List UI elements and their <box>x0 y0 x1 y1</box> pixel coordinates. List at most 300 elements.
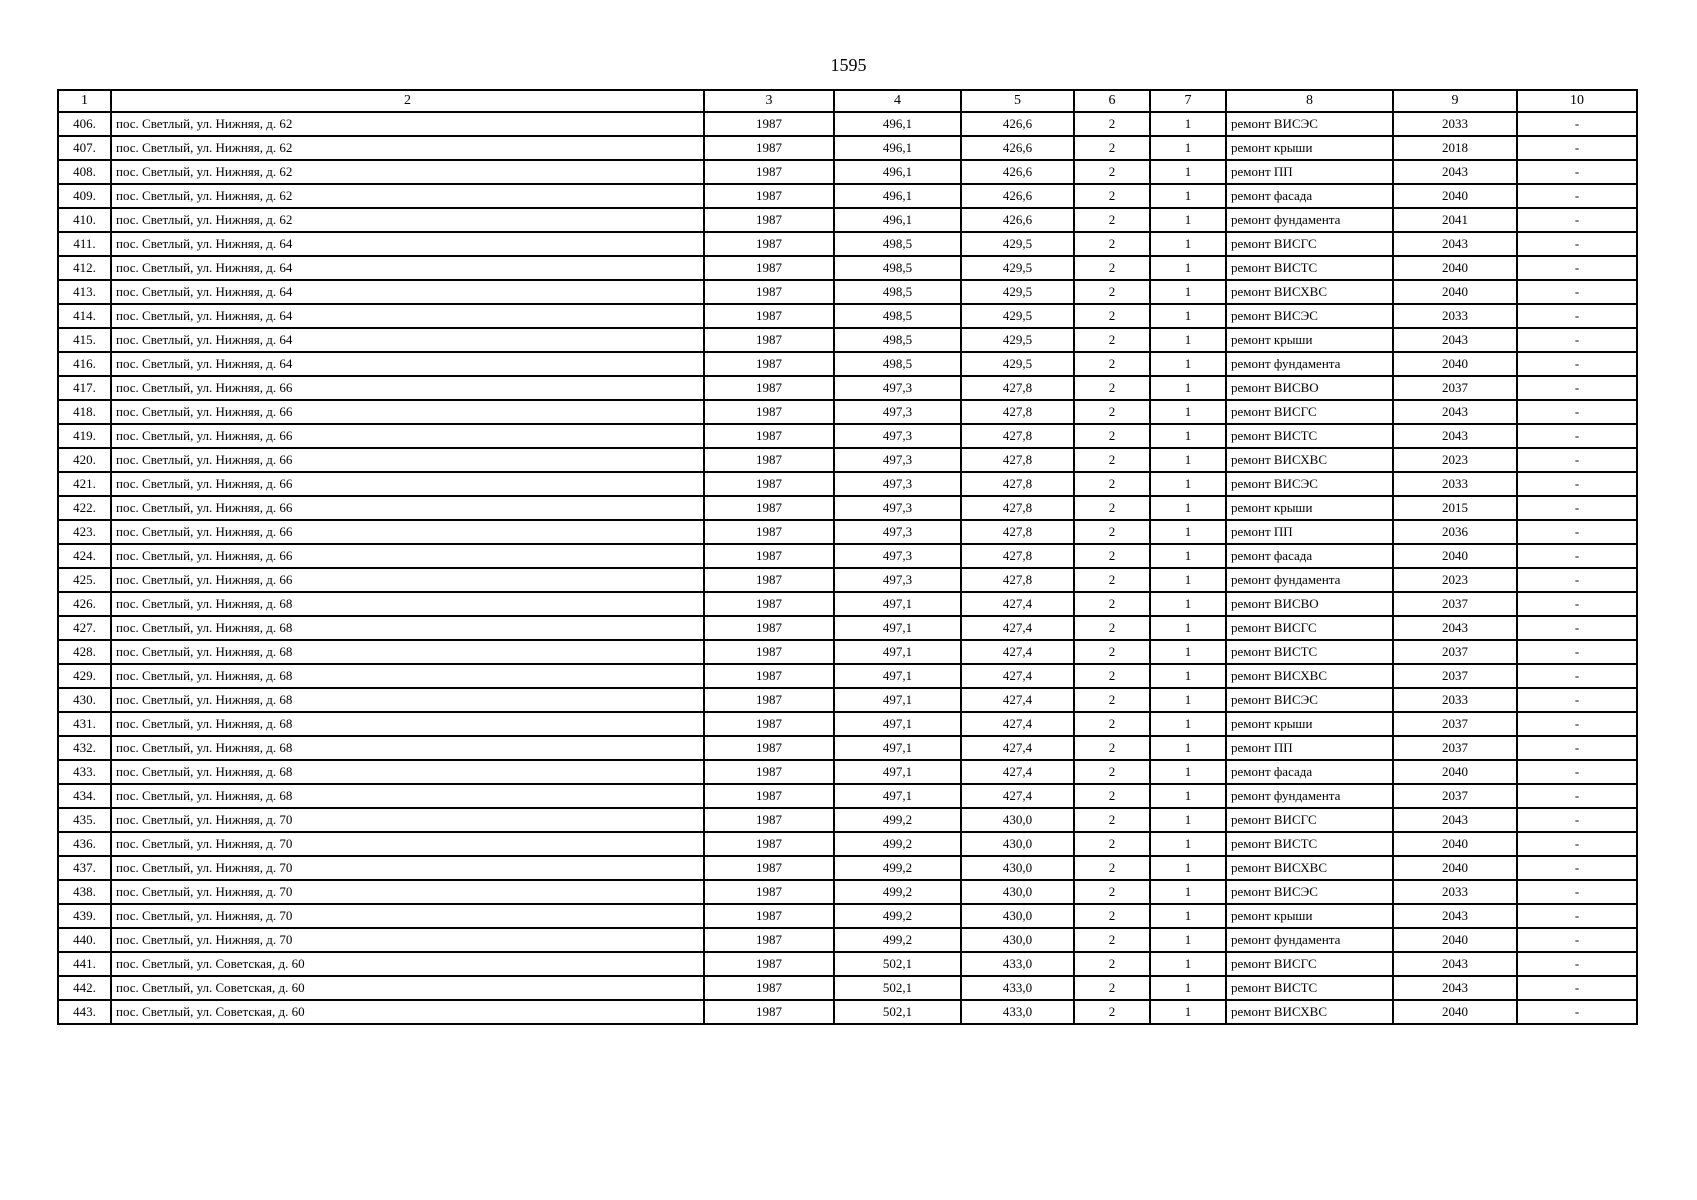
planned-year-cell: 2040 <box>1393 928 1517 952</box>
row-number-cell: 443. <box>58 1000 111 1024</box>
planned-year-cell: 2037 <box>1393 784 1517 808</box>
table-body <box>58 112 1637 1024</box>
work-type-cell: ремонт ВИСТС <box>1226 256 1393 280</box>
entrances-cell: 1 <box>1150 760 1226 784</box>
row-number-cell: 440. <box>58 928 111 952</box>
row-number-cell: 412. <box>58 256 111 280</box>
entrances-cell: 1 <box>1150 376 1226 400</box>
table-row <box>58 928 1637 952</box>
living-area-cell: 427,8 <box>961 400 1074 424</box>
note-cell: - <box>1517 448 1637 472</box>
note-cell: - <box>1517 544 1637 568</box>
planned-year-cell: 2033 <box>1393 472 1517 496</box>
total-area-cell: 497,3 <box>834 376 961 400</box>
work-type-cell: ремонт ВИСХВС <box>1226 1000 1393 1024</box>
planned-year-cell: 2040 <box>1393 184 1517 208</box>
address-cell: пос. Светлый, ул. Нижняя, д. 64 <box>111 256 704 280</box>
total-area-cell: 497,3 <box>834 472 961 496</box>
living-area-cell: 429,5 <box>961 280 1074 304</box>
column-header: 3 <box>704 90 834 112</box>
floors-cell: 2 <box>1074 808 1150 832</box>
row-number-cell: 409. <box>58 184 111 208</box>
entrances-cell: 1 <box>1150 400 1226 424</box>
entrances-cell: 1 <box>1150 112 1226 136</box>
planned-year-cell: 2040 <box>1393 832 1517 856</box>
floors-cell: 2 <box>1074 976 1150 1000</box>
floors-cell: 2 <box>1074 904 1150 928</box>
address-cell: пос. Светлый, ул. Нижняя, д. 66 <box>111 400 704 424</box>
floors-cell: 2 <box>1074 1000 1150 1024</box>
total-area-cell: 502,1 <box>834 1000 961 1024</box>
address-cell: пос. Светлый, ул. Нижняя, д. 68 <box>111 688 704 712</box>
year-cell: 1987 <box>704 760 834 784</box>
row-number-cell: 437. <box>58 856 111 880</box>
year-cell: 1987 <box>704 928 834 952</box>
work-type-cell: ремонт ПП <box>1226 736 1393 760</box>
work-type-cell: ремонт фундамента <box>1226 568 1393 592</box>
floors-cell: 2 <box>1074 520 1150 544</box>
note-cell: - <box>1517 856 1637 880</box>
work-type-cell: ремонт ВИСГС <box>1226 952 1393 976</box>
address-cell: пос. Светлый, ул. Нижняя, д. 66 <box>111 448 704 472</box>
planned-year-cell: 2033 <box>1393 304 1517 328</box>
floors-cell: 2 <box>1074 856 1150 880</box>
living-area-cell: 433,0 <box>961 1000 1074 1024</box>
work-type-cell: ремонт ПП <box>1226 160 1393 184</box>
note-cell: - <box>1517 664 1637 688</box>
total-area-cell: 496,1 <box>834 184 961 208</box>
floors-cell: 2 <box>1074 616 1150 640</box>
living-area-cell: 427,8 <box>961 376 1074 400</box>
total-area-cell: 497,3 <box>834 424 961 448</box>
entrances-cell: 1 <box>1150 496 1226 520</box>
note-cell: - <box>1517 616 1637 640</box>
floors-cell: 2 <box>1074 928 1150 952</box>
planned-year-cell: 2043 <box>1393 616 1517 640</box>
entrances-cell: 1 <box>1150 592 1226 616</box>
table-row <box>58 136 1637 160</box>
note-cell: - <box>1517 880 1637 904</box>
floors-cell: 2 <box>1074 400 1150 424</box>
year-cell: 1987 <box>704 544 834 568</box>
note-cell: - <box>1517 352 1637 376</box>
row-number-cell: 422. <box>58 496 111 520</box>
living-area-cell: 433,0 <box>961 952 1074 976</box>
column-header: 10 <box>1517 90 1637 112</box>
row-number-cell: 406. <box>58 112 111 136</box>
floors-cell: 2 <box>1074 640 1150 664</box>
note-cell: - <box>1517 136 1637 160</box>
floors-cell: 2 <box>1074 688 1150 712</box>
table-row <box>58 952 1637 976</box>
year-cell: 1987 <box>704 568 834 592</box>
planned-year-cell: 2040 <box>1393 352 1517 376</box>
work-type-cell: ремонт фундамента <box>1226 208 1393 232</box>
year-cell: 1987 <box>704 496 834 520</box>
year-cell: 1987 <box>704 208 834 232</box>
living-area-cell: 429,5 <box>961 304 1074 328</box>
address-cell: пос. Светлый, ул. Нижняя, д. 66 <box>111 424 704 448</box>
living-area-cell: 426,6 <box>961 184 1074 208</box>
planned-year-cell: 2040 <box>1393 256 1517 280</box>
address-cell: пос. Светлый, ул. Нижняя, д. 62 <box>111 160 704 184</box>
planned-year-cell: 2040 <box>1393 1000 1517 1024</box>
row-number-cell: 441. <box>58 952 111 976</box>
table-row <box>58 112 1637 136</box>
entrances-cell: 1 <box>1150 208 1226 232</box>
planned-year-cell: 2043 <box>1393 952 1517 976</box>
row-number-cell: 424. <box>58 544 111 568</box>
note-cell: - <box>1517 160 1637 184</box>
floors-cell: 2 <box>1074 712 1150 736</box>
entrances-cell: 1 <box>1150 472 1226 496</box>
entrances-cell: 1 <box>1150 736 1226 760</box>
entrances-cell: 1 <box>1150 832 1226 856</box>
note-cell: - <box>1517 736 1637 760</box>
work-type-cell: ремонт фасада <box>1226 544 1393 568</box>
table-row <box>58 880 1637 904</box>
work-type-cell: ремонт крыши <box>1226 496 1393 520</box>
work-type-cell: ремонт фундамента <box>1226 352 1393 376</box>
column-header: 1 <box>58 90 111 112</box>
address-cell: пос. Светлый, ул. Нижняя, д. 70 <box>111 880 704 904</box>
living-area-cell: 427,4 <box>961 664 1074 688</box>
entrances-cell: 1 <box>1150 688 1226 712</box>
living-area-cell: 433,0 <box>961 976 1074 1000</box>
work-type-cell: ремонт ВИСТС <box>1226 832 1393 856</box>
year-cell: 1987 <box>704 160 834 184</box>
entrances-cell: 1 <box>1150 352 1226 376</box>
total-area-cell: 498,5 <box>834 256 961 280</box>
address-cell: пос. Светлый, ул. Нижняя, д. 64 <box>111 328 704 352</box>
planned-year-cell: 2040 <box>1393 280 1517 304</box>
year-cell: 1987 <box>704 688 834 712</box>
year-cell: 1987 <box>704 736 834 760</box>
living-area-cell: 427,8 <box>961 544 1074 568</box>
row-number-cell: 407. <box>58 136 111 160</box>
entrances-cell: 1 <box>1150 280 1226 304</box>
living-area-cell: 427,4 <box>961 784 1074 808</box>
floors-cell: 2 <box>1074 496 1150 520</box>
year-cell: 1987 <box>704 136 834 160</box>
total-area-cell: 502,1 <box>834 952 961 976</box>
year-cell: 1987 <box>704 640 834 664</box>
living-area-cell: 429,5 <box>961 328 1074 352</box>
work-type-cell: ремонт фундамента <box>1226 928 1393 952</box>
total-area-cell: 497,1 <box>834 640 961 664</box>
entrances-cell: 1 <box>1150 448 1226 472</box>
table-row <box>58 592 1637 616</box>
row-number-cell: 413. <box>58 280 111 304</box>
living-area-cell: 426,6 <box>961 136 1074 160</box>
note-cell: - <box>1517 424 1637 448</box>
living-area-cell: 427,8 <box>961 448 1074 472</box>
table-row <box>58 616 1637 640</box>
year-cell: 1987 <box>704 664 834 688</box>
planned-year-cell: 2041 <box>1393 208 1517 232</box>
total-area-cell: 502,1 <box>834 976 961 1000</box>
note-cell: - <box>1517 760 1637 784</box>
table-row <box>58 640 1637 664</box>
entrances-cell: 1 <box>1150 160 1226 184</box>
table-row <box>58 736 1637 760</box>
work-type-cell: ремонт ВИСВО <box>1226 592 1393 616</box>
year-cell: 1987 <box>704 784 834 808</box>
row-number-cell: 431. <box>58 712 111 736</box>
floors-cell: 2 <box>1074 160 1150 184</box>
year-cell: 1987 <box>704 112 834 136</box>
note-cell: - <box>1517 712 1637 736</box>
year-cell: 1987 <box>704 808 834 832</box>
work-type-cell: ремонт крыши <box>1226 136 1393 160</box>
entrances-cell: 1 <box>1150 664 1226 688</box>
year-cell: 1987 <box>704 376 834 400</box>
table-row <box>58 664 1637 688</box>
table-row <box>58 1000 1637 1024</box>
table-row <box>58 976 1637 1000</box>
living-area-cell: 429,5 <box>961 352 1074 376</box>
entrances-cell: 1 <box>1150 712 1226 736</box>
row-number-cell: 410. <box>58 208 111 232</box>
total-area-cell: 499,2 <box>834 904 961 928</box>
row-number-cell: 423. <box>58 520 111 544</box>
note-cell: - <box>1517 472 1637 496</box>
planned-year-cell: 2033 <box>1393 880 1517 904</box>
living-area-cell: 430,0 <box>961 808 1074 832</box>
note-cell: - <box>1517 520 1637 544</box>
address-cell: пос. Светлый, ул. Нижняя, д. 68 <box>111 664 704 688</box>
living-area-cell: 430,0 <box>961 904 1074 928</box>
address-cell: пос. Светлый, ул. Нижняя, д. 64 <box>111 232 704 256</box>
planned-year-cell: 2037 <box>1393 640 1517 664</box>
row-number-cell: 411. <box>58 232 111 256</box>
planned-year-cell: 2015 <box>1393 496 1517 520</box>
column-header: 9 <box>1393 90 1517 112</box>
floors-cell: 2 <box>1074 184 1150 208</box>
total-area-cell: 497,1 <box>834 760 961 784</box>
note-cell: - <box>1517 280 1637 304</box>
column-header: 6 <box>1074 90 1150 112</box>
total-area-cell: 496,1 <box>834 208 961 232</box>
address-cell: пос. Светлый, ул. Нижняя, д. 68 <box>111 712 704 736</box>
table-row <box>58 328 1637 352</box>
note-cell: - <box>1517 784 1637 808</box>
living-area-cell: 430,0 <box>961 880 1074 904</box>
work-type-cell: ремонт ВИСХВС <box>1226 448 1393 472</box>
column-header: 5 <box>961 90 1074 112</box>
planned-year-cell: 2043 <box>1393 400 1517 424</box>
planned-year-cell: 2043 <box>1393 160 1517 184</box>
address-cell: пос. Светлый, ул. Нижняя, д. 70 <box>111 832 704 856</box>
year-cell: 1987 <box>704 352 834 376</box>
table-row <box>58 472 1637 496</box>
entrances-cell: 1 <box>1150 304 1226 328</box>
entrances-cell: 1 <box>1150 328 1226 352</box>
address-cell: пос. Светлый, ул. Нижняя, д. 68 <box>111 784 704 808</box>
note-cell: - <box>1517 232 1637 256</box>
table-row <box>58 256 1637 280</box>
note-cell: - <box>1517 304 1637 328</box>
total-area-cell: 499,2 <box>834 856 961 880</box>
planned-year-cell: 2043 <box>1393 808 1517 832</box>
year-cell: 1987 <box>704 328 834 352</box>
table-row <box>58 400 1637 424</box>
year-cell: 1987 <box>704 280 834 304</box>
planned-year-cell: 2037 <box>1393 712 1517 736</box>
note-cell: - <box>1517 640 1637 664</box>
year-cell: 1987 <box>704 400 834 424</box>
living-area-cell: 426,6 <box>961 208 1074 232</box>
planned-year-cell: 2037 <box>1393 592 1517 616</box>
year-cell: 1987 <box>704 472 834 496</box>
note-cell: - <box>1517 952 1637 976</box>
planned-year-cell: 2037 <box>1393 664 1517 688</box>
year-cell: 1987 <box>704 616 834 640</box>
planned-year-cell: 2018 <box>1393 136 1517 160</box>
registry-table <box>57 89 1638 1025</box>
year-cell: 1987 <box>704 952 834 976</box>
year-cell: 1987 <box>704 304 834 328</box>
note-cell: - <box>1517 832 1637 856</box>
work-type-cell: ремонт ВИСЭС <box>1226 688 1393 712</box>
floors-cell: 2 <box>1074 136 1150 160</box>
planned-year-cell: 2040 <box>1393 544 1517 568</box>
work-type-cell: ремонт ВИСТС <box>1226 640 1393 664</box>
planned-year-cell: 2043 <box>1393 976 1517 1000</box>
note-cell: - <box>1517 592 1637 616</box>
year-cell: 1987 <box>704 712 834 736</box>
entrances-cell: 1 <box>1150 256 1226 280</box>
address-cell: пос. Светлый, ул. Нижняя, д. 70 <box>111 856 704 880</box>
table-row <box>58 544 1637 568</box>
entrances-cell: 1 <box>1150 424 1226 448</box>
note-cell: - <box>1517 184 1637 208</box>
entrances-cell: 1 <box>1150 568 1226 592</box>
table-row <box>58 520 1637 544</box>
address-cell: пос. Светлый, ул. Нижняя, д. 62 <box>111 136 704 160</box>
total-area-cell: 497,3 <box>834 568 961 592</box>
table-row <box>58 496 1637 520</box>
year-cell: 1987 <box>704 256 834 280</box>
year-cell: 1987 <box>704 856 834 880</box>
note-cell: - <box>1517 376 1637 400</box>
table-row <box>58 232 1637 256</box>
entrances-cell: 1 <box>1150 520 1226 544</box>
total-area-cell: 497,3 <box>834 520 961 544</box>
floors-cell: 2 <box>1074 352 1150 376</box>
row-number-cell: 419. <box>58 424 111 448</box>
note-cell: - <box>1517 256 1637 280</box>
living-area-cell: 427,8 <box>961 568 1074 592</box>
page-number: 1595 <box>830 55 867 75</box>
row-number-cell: 430. <box>58 688 111 712</box>
work-type-cell: ремонт ВИСГС <box>1226 232 1393 256</box>
row-number-cell: 434. <box>58 784 111 808</box>
address-cell: пос. Светлый, ул. Нижняя, д. 62 <box>111 184 704 208</box>
entrances-cell: 1 <box>1150 856 1226 880</box>
note-cell: - <box>1517 208 1637 232</box>
table-row <box>58 376 1637 400</box>
row-number-cell: 416. <box>58 352 111 376</box>
address-cell: пос. Светлый, ул. Нижняя, д. 66 <box>111 568 704 592</box>
work-type-cell: ремонт ВИСТС <box>1226 424 1393 448</box>
year-cell: 1987 <box>704 424 834 448</box>
work-type-cell: ремонт ВИСГС <box>1226 616 1393 640</box>
work-type-cell: ремонт ВИСЭС <box>1226 112 1393 136</box>
year-cell: 1987 <box>704 1000 834 1024</box>
row-number-cell: 408. <box>58 160 111 184</box>
table-row <box>58 784 1637 808</box>
header-row <box>58 90 1637 112</box>
note-cell: - <box>1517 112 1637 136</box>
entrances-cell: 1 <box>1150 880 1226 904</box>
table-row <box>58 904 1637 928</box>
entrances-cell: 1 <box>1150 1000 1226 1024</box>
living-area-cell: 427,8 <box>961 496 1074 520</box>
floors-cell: 2 <box>1074 952 1150 976</box>
note-cell: - <box>1517 400 1637 424</box>
work-type-cell: ремонт ВИСТС <box>1226 976 1393 1000</box>
entrances-cell: 1 <box>1150 784 1226 808</box>
row-number-cell: 418. <box>58 400 111 424</box>
floors-cell: 2 <box>1074 280 1150 304</box>
column-header: 4 <box>834 90 961 112</box>
floors-cell: 2 <box>1074 256 1150 280</box>
address-cell: пос. Светлый, ул. Нижняя, д. 68 <box>111 640 704 664</box>
row-number-cell: 415. <box>58 328 111 352</box>
address-cell: пос. Светлый, ул. Нижняя, д. 70 <box>111 928 704 952</box>
table-row <box>58 448 1637 472</box>
floors-cell: 2 <box>1074 760 1150 784</box>
planned-year-cell: 2023 <box>1393 568 1517 592</box>
address-cell: пос. Светлый, ул. Нижняя, д. 64 <box>111 304 704 328</box>
year-cell: 1987 <box>704 880 834 904</box>
total-area-cell: 497,1 <box>834 616 961 640</box>
floors-cell: 2 <box>1074 832 1150 856</box>
entrances-cell: 1 <box>1150 616 1226 640</box>
entrances-cell: 1 <box>1150 928 1226 952</box>
row-number-cell: 417. <box>58 376 111 400</box>
living-area-cell: 427,4 <box>961 640 1074 664</box>
year-cell: 1987 <box>704 976 834 1000</box>
table-row <box>58 208 1637 232</box>
work-type-cell: ремонт ВИСХВС <box>1226 280 1393 304</box>
work-type-cell: ремонт ВИСЭС <box>1226 880 1393 904</box>
table-row <box>58 688 1637 712</box>
living-area-cell: 427,8 <box>961 472 1074 496</box>
table-row <box>58 760 1637 784</box>
note-cell: - <box>1517 904 1637 928</box>
floors-cell: 2 <box>1074 880 1150 904</box>
year-cell: 1987 <box>704 232 834 256</box>
address-cell: пос. Светлый, ул. Нижняя, д. 66 <box>111 520 704 544</box>
floors-cell: 2 <box>1074 304 1150 328</box>
address-cell: пос. Светлый, ул. Нижняя, д. 68 <box>111 616 704 640</box>
living-area-cell: 429,5 <box>961 232 1074 256</box>
floors-cell: 2 <box>1074 472 1150 496</box>
note-cell: - <box>1517 496 1637 520</box>
total-area-cell: 497,1 <box>834 592 961 616</box>
total-area-cell: 496,1 <box>834 160 961 184</box>
row-number-cell: 435. <box>58 808 111 832</box>
total-area-cell: 499,2 <box>834 928 961 952</box>
planned-year-cell: 2043 <box>1393 424 1517 448</box>
work-type-cell: ремонт ВИСЭС <box>1226 304 1393 328</box>
table-row <box>58 184 1637 208</box>
floors-cell: 2 <box>1074 448 1150 472</box>
year-cell: 1987 <box>704 184 834 208</box>
planned-year-cell: 2043 <box>1393 232 1517 256</box>
